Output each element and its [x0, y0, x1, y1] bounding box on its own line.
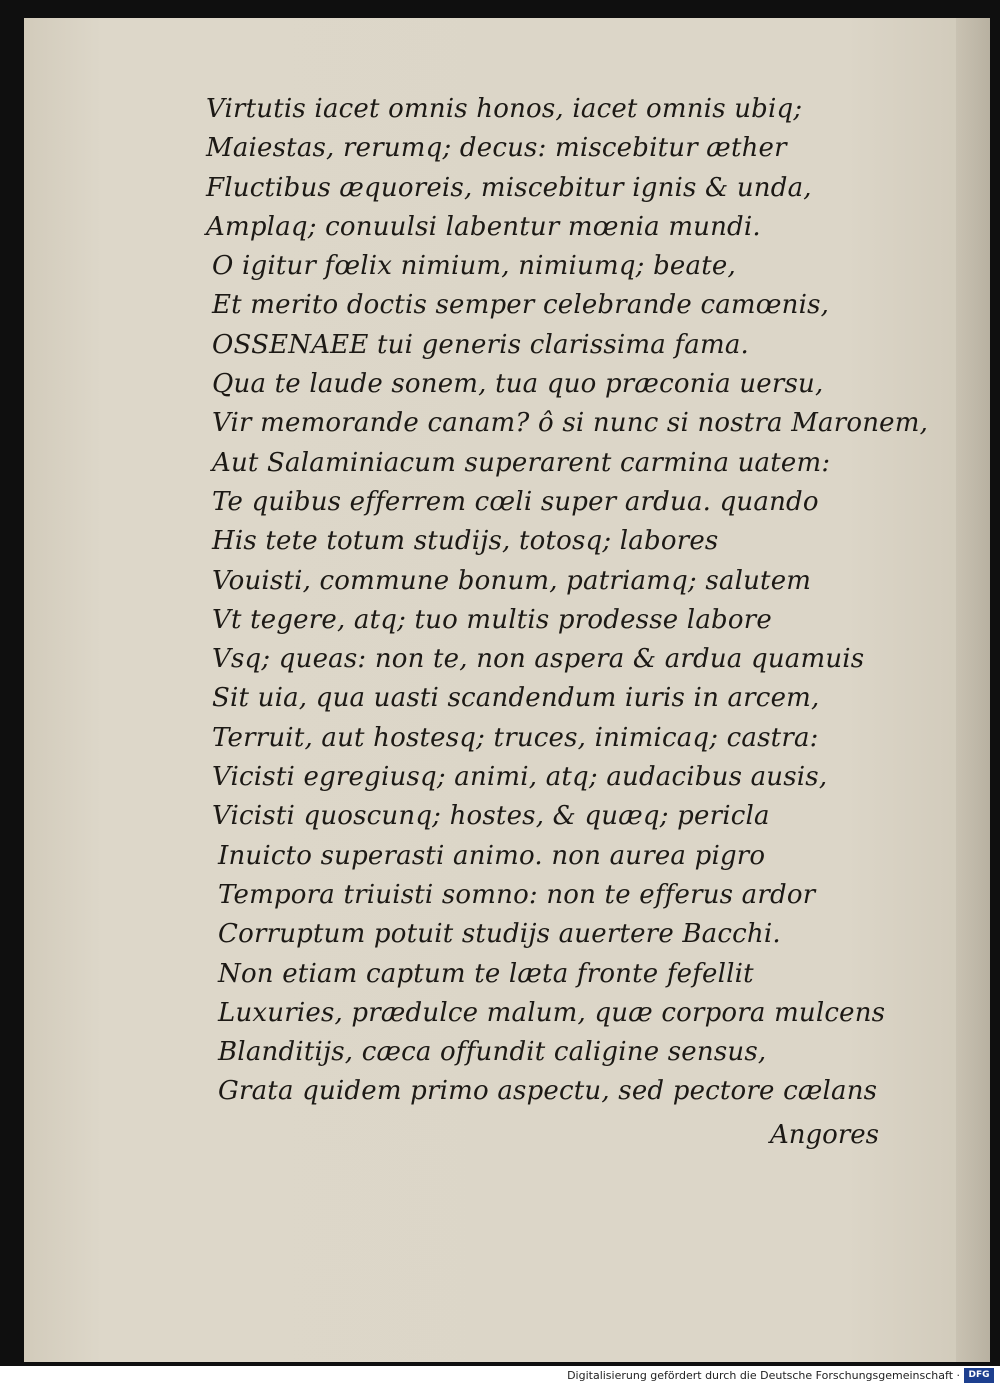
poem-line: Virtutis iacet omnis honos, iacet omnis ubiq;	[206, 94, 803, 124]
poem-line: Grata quidem primo aspectu, sed pectore cælans	[218, 1076, 878, 1107]
poem-line: Tempora triuisti somno: non te efferus ardor	[218, 879, 816, 910]
funding-notice: Digitalisierung gefördert durch die Deutsche Forschungsgemeinschaft ·	[567, 1369, 960, 1382]
poem-text	[206, 90, 929, 1112]
poem-line: Inuicto superasti animo. non aurea pigro	[218, 840, 766, 871]
poem-line: Amplaq; conuulsi labentur mœnia mundi.	[206, 211, 761, 242]
poem-line: His tete totum studijs, totosq; labores	[212, 526, 719, 557]
poem-line: Maiestas, rerumq; decus: miscebitur æther	[206, 133, 787, 164]
poem-line: Vir memorande canam? ô si nunc si nostra Maronem,	[212, 408, 929, 439]
poem-line: Aut Salaminiacum superarent carmina uatem:	[212, 447, 831, 478]
poem-line: Et merito doctis semper celebrande camœnis,	[212, 290, 830, 321]
footer-bar	[0, 1366, 1000, 1386]
poem-line: Luxuries, prædulce malum, quæ corpora mulcens	[218, 997, 886, 1028]
poem-line: Te quibus efferrem cœli super ardua. quando	[212, 486, 819, 517]
poem-line: Sit uia, qua uasti scandendum iuris in arcem,	[212, 683, 820, 714]
poem-line: Vt tegere, atq; tuo multis prodesse labore	[212, 604, 772, 635]
poem-line: Terruit, aut hostesq; truces, inimicaq; castra:	[212, 722, 819, 753]
poem-line: Vouisti, commune bonum, patriamq; salutem	[212, 565, 812, 596]
poem-line: Vicisti egregiusq; animi, atq; audacibus ausis,	[212, 762, 828, 793]
poem-line: Fluctibus æquoreis, miscebitur ignis & unda,	[206, 172, 812, 203]
poem-line: Blanditijs, cæca offundit caligine sensus,	[218, 1037, 767, 1068]
poem-line: O igitur fœlix nimium, nimiumq; beate,	[212, 251, 736, 282]
poem-line: Vsq; queas: non te, non aspera & ardua quamuis	[212, 644, 865, 675]
page-edge	[956, 18, 990, 1362]
poem-line: Corruptum potuit studijs auertere Bacchi.	[218, 919, 781, 950]
poem-line: OSSENAEE tui generis clarissima fama.	[212, 329, 749, 360]
poem-line: Vicisti quoscunq; hostes, & quæq; pericla	[212, 801, 770, 832]
poem-line: Qua te laude sonem, tua quo præconia uersu,	[212, 369, 824, 400]
catchword: Angores	[770, 1120, 879, 1150]
poem-line: Non etiam captum te læta fronte fefellit	[218, 958, 754, 989]
dfg-logo-icon[interactable]: DFG	[964, 1368, 994, 1383]
